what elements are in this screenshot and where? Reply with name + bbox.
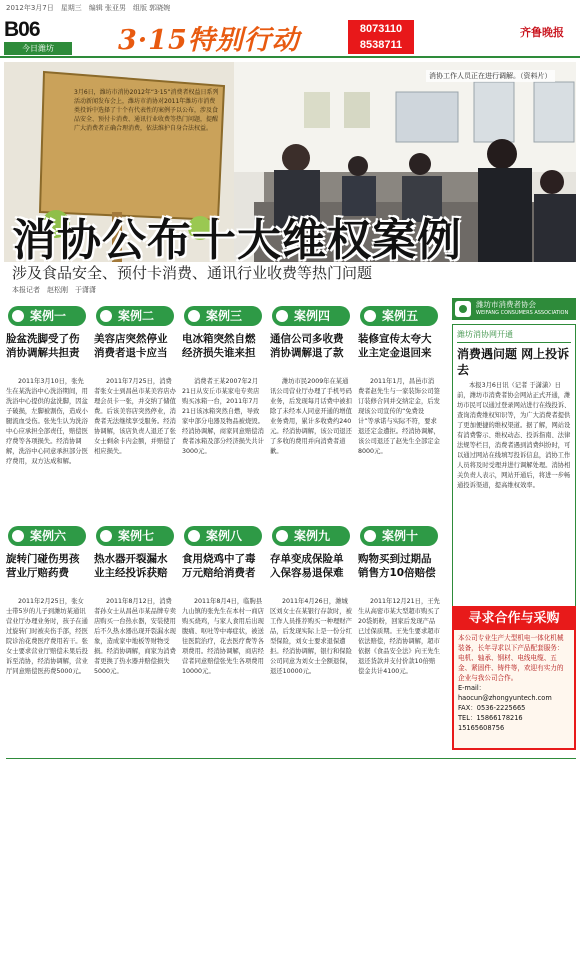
case-body: 2011年7月25日，消费者张女士到昌邑市某美容店办理会员卡一张，并交纳了储值费。后该美容店突然停业，消费者无法继续享受服务。经消协调解，该店负责人退还了张女士剩余卡内金额，并赔偿了相应损失。 bbox=[94, 378, 176, 455]
masthead bbox=[0, 16, 580, 58]
badge-circle-icon bbox=[362, 528, 378, 544]
case-column bbox=[270, 298, 352, 516]
case-title: 装修宣传太夸大 业主定金退回来 bbox=[358, 333, 432, 359]
page-number: B06 bbox=[4, 18, 40, 41]
case-title: 存单变成保险单 入保容易退保难 bbox=[270, 553, 344, 579]
cases-grid bbox=[6, 298, 444, 740]
association-name: 潍坊市消费者协会 bbox=[476, 300, 536, 309]
byline: 本报记者 赵松刚 于潇潇 bbox=[12, 286, 96, 294]
sidebar-news bbox=[452, 324, 576, 624]
case-body: 2011年12月21日，王先生从高密市某大型超市购买了20袋奶粉，回家后发现产品已过保质期。王先生要求超市依法赔偿，经消协调解，超市依据《食品安全法》向王先生退还货款并支付价款10倍赔偿金共计4100元。 bbox=[358, 598, 440, 675]
badge-circle-icon bbox=[10, 308, 26, 324]
sidebar bbox=[452, 298, 576, 624]
case-badge: 案例九 bbox=[272, 526, 350, 546]
ad-body bbox=[454, 630, 574, 736]
case-title: 美容店突然停业 消费者退卡应当 bbox=[94, 333, 168, 359]
subheadline: 涉及食品安全、预付卡消费、通讯行业收费等热门问题 bbox=[12, 264, 373, 282]
case-column bbox=[358, 518, 440, 740]
case-badge: 案例四 bbox=[272, 306, 350, 326]
case-title: 脸盆洗脚受了伤 消协调解共担责 bbox=[6, 333, 80, 359]
sidebar-body: 本报3月6日讯（记者 于潇潇）日前，潍坊市消费者协会网站正式开通，潍坊市民可以通过登录网站进行在线投诉、查询消费维权知识等，为广大消费者提供了更加便捷的维权渠道。据了解，网站设有消费警示、维权动态、投诉指南、法律法规等栏目，消费者遇到消费纠纷时，可以通过网站在线填写投诉信息，消协工作人员将及时受理并进行调解处理。消协相关负责人表示，网站开通后，将进一步畅通投诉渠道，提高维权效率。 bbox=[457, 382, 571, 489]
case-column bbox=[94, 518, 176, 740]
cases-row-bottom bbox=[6, 518, 444, 740]
case-title: 通信公司多收费 消协调解退了款 bbox=[270, 333, 344, 359]
association-logo-icon bbox=[455, 301, 471, 317]
case-badge: 案例八 bbox=[184, 526, 262, 546]
hotline-box bbox=[348, 20, 414, 54]
badge-circle-icon bbox=[362, 308, 378, 324]
case-body: 2011年8月4日，临朐县九山镇的张先生在本村一商店购买烧鸡，与家人食用后出现腹痛、呕吐等中毒症状，被送往医院治疗，花去医疗费等各项费用。经消协调解，商店经营者同意赔偿张先生各项费用10000元。 bbox=[182, 598, 264, 675]
case-badge: 案例七 bbox=[96, 526, 174, 546]
case-badge: 案例三 bbox=[184, 306, 262, 326]
case-badge: 案例一 bbox=[8, 306, 86, 326]
association-english-name: WEIFANG CONSUMERS ASSOCIATION bbox=[476, 310, 569, 316]
case-column bbox=[6, 518, 88, 740]
case-title: 热水器开裂漏水 业主经投诉获赔 bbox=[94, 553, 168, 579]
hotline-number-2: 8538711 bbox=[359, 39, 403, 51]
badge-circle-icon bbox=[186, 308, 202, 324]
masthead-divider bbox=[0, 56, 580, 58]
case-column bbox=[6, 298, 88, 516]
badge-circle-icon bbox=[274, 308, 290, 324]
ad-email: E-mail：haocun@zhongyuntech.com bbox=[458, 684, 552, 702]
case-body: 2011年8月12日，消费者孙女士从昌邑市某品牌专卖店购买一台热水器，安装使用后不久热水器出现开裂漏水现象，造成家中地板等财物受损。经消协调解，商家为消费者更换了热水器并赔偿损失5000元。 bbox=[94, 598, 176, 675]
case-column bbox=[182, 298, 264, 516]
case-column bbox=[270, 518, 352, 740]
case-badge: 案例二 bbox=[96, 306, 174, 326]
association-banner bbox=[452, 298, 576, 320]
cases-row-top bbox=[6, 298, 444, 516]
case-badge: 案例十 bbox=[360, 526, 438, 546]
case-badge: 案例六 bbox=[8, 526, 86, 546]
case-badge: 案例五 bbox=[360, 306, 438, 326]
case-body: 消费者王某2007年2月21日从安丘市某家电专卖店购买冰箱一台，2011年7月21日该冰箱突然自燃，导致家中部分电器及物品被烧毁。经消协调解，商家同意赔偿消费者冰箱及部分经济损失共计3000元。 bbox=[182, 378, 264, 455]
bottom-divider bbox=[6, 758, 576, 759]
feature-title: 3·15特别行动 bbox=[118, 25, 300, 56]
case-column bbox=[358, 298, 440, 516]
ad-title: 寻求合作与采购 bbox=[454, 608, 574, 630]
photo-intro-text: 3月6日，潍坊市消协2012年“3·15”消费者权益日系列活动新闻发布会上，潍坊市消协对2011年潍坊市消费类投诉中选择了十个有代表性的案例予以公布，涉及食品安全、预付卡消费、通讯行业收费等热门问题，提醒广大消费者正确合理消费，依法维护自身合法权益。 bbox=[74, 89, 219, 132]
case-column bbox=[182, 518, 264, 740]
case-title: 食用烧鸡中了毒 万元赔给消费者 bbox=[182, 553, 256, 579]
case-body: 2011年3月10日，张先生在某洗浴中心洗浴期间，用洗浴中心提供的盆洗脚，因盆子破损，左脚被割伤，造成小腿流血受伤。张先生认为洗浴中心应承担全部责任，赔偿医疗费等各项损失。经消协调解，洗浴中心同意承担部分医疗费用，双方达成和解。 bbox=[6, 378, 88, 465]
headline: 消协公布十大维权案例 bbox=[12, 215, 462, 266]
case-title: 旋转门碰伤男孩 营业厅赔药费 bbox=[6, 553, 80, 579]
badge-circle-icon bbox=[274, 528, 290, 544]
hotline-number-1: 8073110 bbox=[359, 23, 403, 35]
case-body: 2011年2月25日，张女士带5岁的儿子到潍坊某通讯营业厅办理业务时，孩子在通过旋转门时被夹伤手部，经医院诊治花费医疗费用若干。张女士要求营业厅赔偿未果后投诉至消协，经消协调解，营业厅同意赔偿医药费5000元。 bbox=[6, 598, 88, 675]
case-body: 2011年4月26日，潍城区刘女士在某银行存款时，被工作人员推荐购买一种理财产品，后发现实际上是一份分红型保险，刘女士要求退保遭拒。经消协调解，银行和保险公司同意为刘女士全额退保，退还10000元。 bbox=[270, 598, 352, 675]
case-column bbox=[94, 298, 176, 516]
case-title: 购物买到过期品 销售方10倍赔偿 bbox=[358, 553, 436, 579]
sidebar-kicker: 潍坊消协网开通 bbox=[457, 329, 571, 343]
ad-text: 本公司专业生产大型机电一体化机械装备，长年寻求以下产品配套服务：电机、轴承、钢材、电线电缆、五金、紧固件、铸件等，欢迎有实力的企业与我公司合作。 bbox=[458, 634, 564, 682]
paper-logo: 齐鲁晚报 bbox=[520, 26, 564, 39]
badge-circle-icon bbox=[186, 528, 202, 544]
badge-circle-icon bbox=[98, 308, 114, 324]
badge-circle-icon bbox=[10, 528, 26, 544]
case-title: 电冰箱突然自燃 经济损失谁来担 bbox=[182, 333, 256, 359]
badge-circle-icon bbox=[98, 528, 114, 544]
ad-fax: FAX：0536-2225665 bbox=[458, 704, 526, 712]
sidebar-title: 消费遇问题 网上投诉去 bbox=[457, 347, 570, 377]
case-body: 潍坊市民2009年在某通讯公司营业厅办理了手机号码业务，后发现每月话费中被扣除了未经本人同意开通的增值业务费用，累计多收费约240元。经消协调解，该公司退还了多收的费用并向消费者道歉。 bbox=[270, 378, 352, 455]
ad-phone: TEL：15866178216 15165608756 bbox=[458, 714, 530, 732]
case-body: 2011年1月，昌邑市消费者赵先生与一家装饰公司签订装修合同并交纳定金，后发现该公司宣传的“免费设计”等承诺与实际不符，要求退还定金遭拒。经消协调解，该公司退还了赵先生全部定金8000元。 bbox=[358, 378, 440, 455]
section-tab: 今日潍坊 bbox=[4, 42, 72, 55]
issue-meta: 2012年3月7日 星期三 编辑 张亚男 组版 郭晓婉 bbox=[6, 4, 171, 12]
photo-caption: 消协工作人员正在进行调解。（资料片） bbox=[426, 70, 555, 82]
advertisement bbox=[452, 606, 576, 750]
